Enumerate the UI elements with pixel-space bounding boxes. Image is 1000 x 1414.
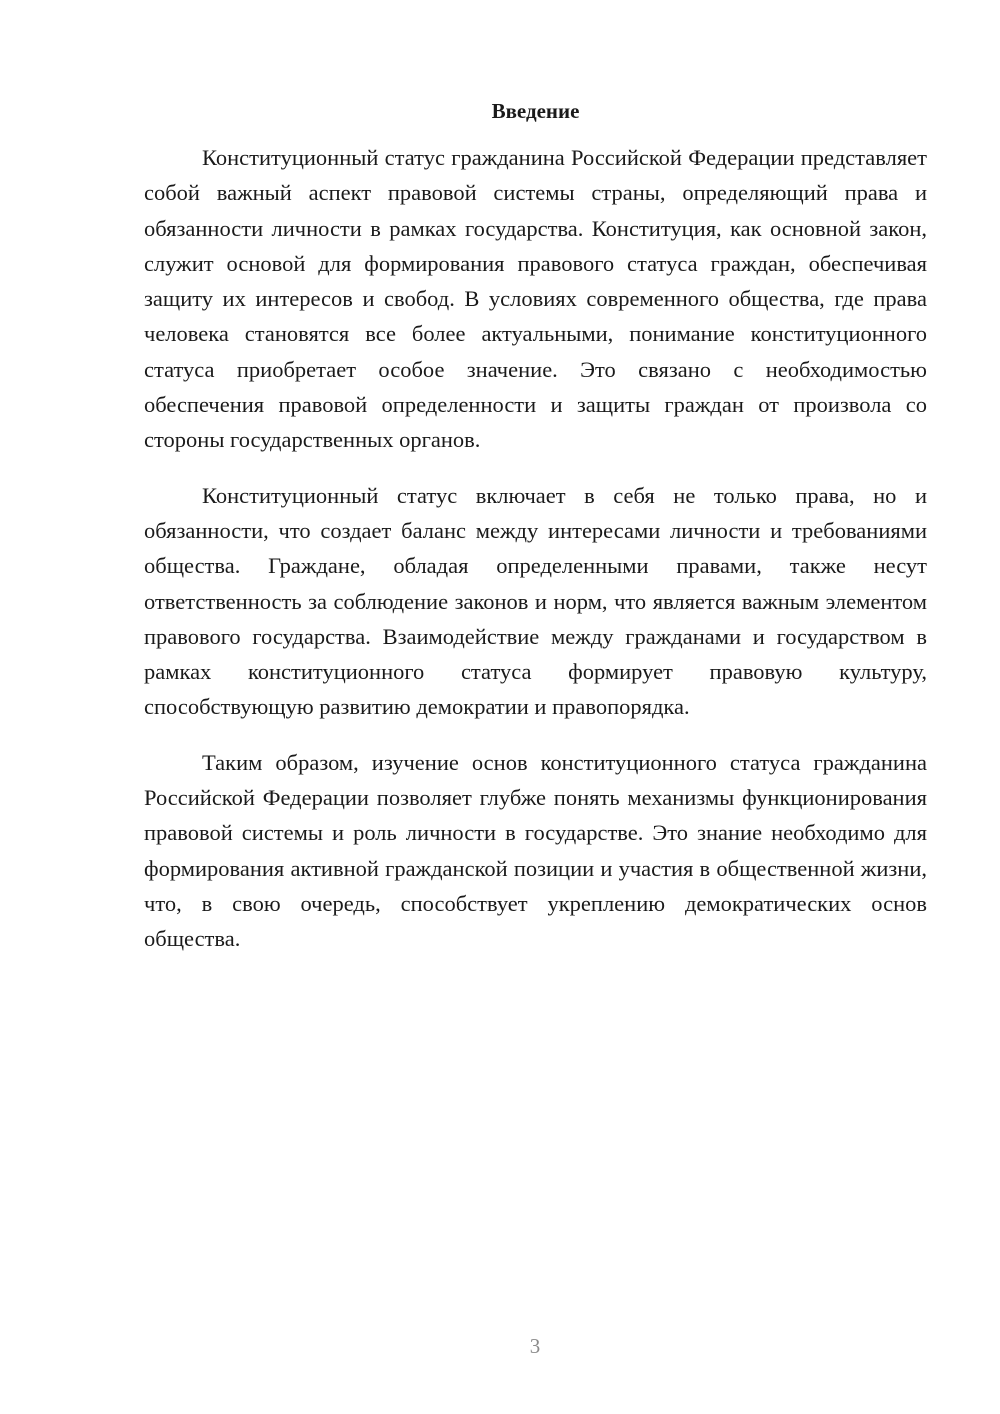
body-text [144,140,927,977]
paragraph-3: Таким образом, изучение основ конституционного статуса гражданина Российской Федерации позволяет глубже понять механизмы функционирования правовой системы и роль личности в государстве. Это знание необходимо для формирования активной гражданской позиции и участия в общественной жизни, что, в свою очередь, способствует укреплению демократических основ общества. [144,749,927,952]
paragraph-1: Конституционный статус гражданина Российской Федерации представляет собой важный аспект правовой системы страны, определяющий права и обязанности личности в рамках государства. Конституция, как основной закон, служит основой для формирования правового статуса граждан, обеспечивая защиту их интересов и свобод. В условиях современного общества, где права человека становятся все более актуальными, понимание конституционного статуса приобретает особое значение. Это связано с необходимостью обеспечения правовой определенности и защиты граждан от произвола со стороны государственных органов. [144,145,927,453]
section-heading: Введение [491,99,580,123]
page-number: 3 [529,1334,541,1358]
paragraph-2: Конституционный статус включает в себя не только права, но и обязанности, что создает баланс между интересами личности и требованиями общества. Граждане, обладая определенными правами, также несут ответственность за соблюдение законов и норм, что является важным элементом правового государства. Взаимодействие между гражданами и государством в рамках конституционного статуса формирует правовую культуру, способствующую развитию демократии и правопорядка. [144,482,927,720]
